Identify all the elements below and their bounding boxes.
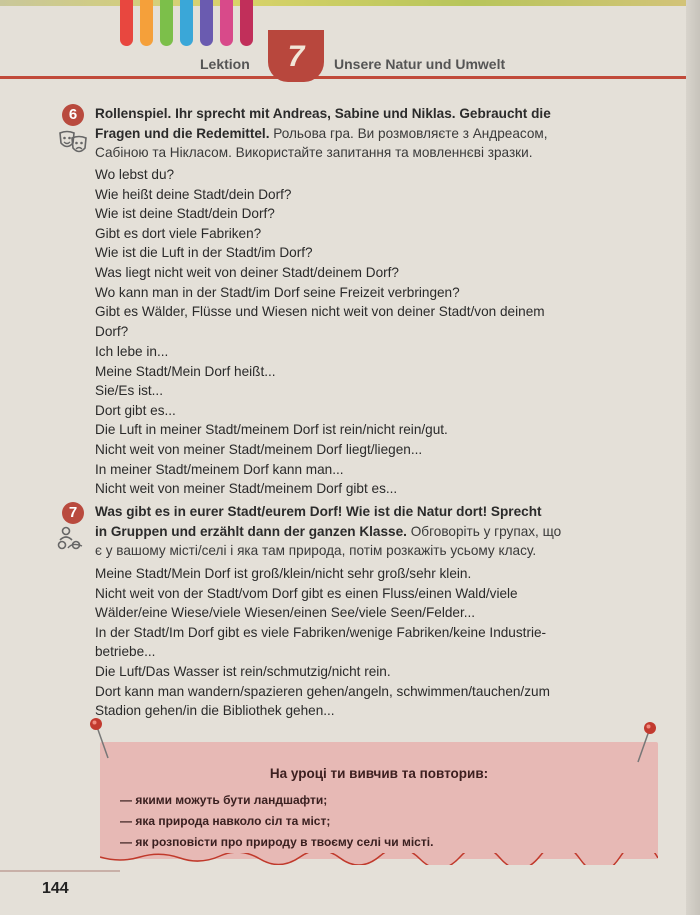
lesson-tab bbox=[268, 30, 324, 82]
lesson-number: 7 bbox=[287, 40, 305, 73]
exercise-6-instruction-ua: Рольова гра. Ви розмовляєте з Андреасом, bbox=[273, 125, 548, 141]
question-line: Gibt es Wälder, Flüsse und Wiesen nicht weit von deiner Stadt/von deinem bbox=[95, 304, 545, 320]
exercise-7-instruction-ua: Обговоріть у групах, що bbox=[410, 523, 562, 539]
question-line: Wie heißt deine Stadt/dein Dorf? bbox=[95, 186, 292, 202]
header-rule bbox=[0, 76, 686, 79]
pushpin-left-icon bbox=[88, 716, 114, 765]
exercise-6-answers bbox=[95, 342, 645, 499]
theater-masks-icon bbox=[58, 130, 88, 163]
exercise-7-lines bbox=[95, 564, 645, 721]
pushpin-right-icon bbox=[632, 720, 658, 769]
text-line: Nicht weit von der Stadt/vom Dorf gibt es einen Fluss/einen Wald/viele bbox=[95, 585, 518, 601]
answer-line: Nicht weit von meiner Stadt/meinem Dorf gibt es... bbox=[95, 481, 398, 497]
answer-line: Ich lebe in... bbox=[95, 344, 169, 359]
exercise-7-instruction-ua: є у вашому місті/селі і яка там природа, потім розкажіть усьому класу. bbox=[95, 543, 537, 559]
question-line: Dorf? bbox=[95, 323, 129, 339]
summary-box bbox=[100, 742, 658, 859]
group-people-icon bbox=[56, 526, 88, 559]
torn-edge bbox=[100, 853, 658, 865]
color-bar bbox=[120, 0, 133, 46]
footer-rule bbox=[0, 870, 120, 872]
answer-line: Dort gibt es... bbox=[95, 402, 176, 418]
exercise-6-questions bbox=[95, 165, 645, 341]
answer-line: Die Luft in meiner Stadt/meinem Dorf ist rein/nicht rein/gut. bbox=[95, 422, 448, 438]
text-line: Meine Stadt/Mein Dorf ist groß/klein/nicht sehr groß/sehr klein. bbox=[95, 566, 472, 581]
summary-item: — як розповісти про природу в твоєму селі чи місті. bbox=[120, 835, 434, 849]
page-number: 144 bbox=[42, 880, 69, 897]
answer-line: Meine Stadt/Mein Dorf heißt... bbox=[95, 363, 276, 379]
color-bar bbox=[160, 0, 173, 46]
summary-item: — яка природа навколо сіл та міст; bbox=[120, 814, 331, 828]
question-line: Was liegt nicht weit von deiner Stadt/deinem Dorf? bbox=[95, 264, 399, 280]
page-edge bbox=[686, 0, 700, 915]
text-line: Die Luft/Das Wasser ist rein/schmutzig/nicht rein. bbox=[95, 663, 391, 679]
top-strip bbox=[0, 0, 700, 6]
question-line: Wie ist die Luft in der Stadt/im Dorf? bbox=[95, 245, 313, 261]
exercise-6-instruction bbox=[95, 104, 645, 163]
text-line: Wälder/eine Wiese/viele Wiesen/einen See/viele Seen/Felder... bbox=[95, 605, 476, 621]
question-line: Wie ist deine Stadt/dein Dorf? bbox=[95, 206, 275, 222]
exercise-6-instruction-de: Fragen und die Redemittel. bbox=[95, 125, 270, 141]
exercise-6-number: 6 bbox=[62, 104, 84, 126]
exercise-7-instruction bbox=[95, 502, 645, 561]
answer-line: In meiner Stadt/meinem Dorf kann man... bbox=[95, 461, 344, 477]
text-line: betriebe... bbox=[95, 644, 156, 660]
answer-line: Sie/Es ist... bbox=[95, 383, 163, 399]
unit-title: Unsere Natur und Umwelt bbox=[334, 56, 506, 72]
exercise-7-instruction-de: in Gruppen und erzählt dann der ganzen Klasse. bbox=[95, 523, 407, 539]
question-line: Wo lebst du? bbox=[95, 167, 175, 182]
summary-item: — якими можуть бути ландшафти; bbox=[120, 793, 328, 807]
text-line: In der Stadt/Im Dorf gibt es viele Fabriken/wenige Fabriken/keine Industrie- bbox=[95, 624, 547, 640]
color-bar bbox=[240, 0, 253, 46]
exercise-6-instruction-ua: Сабіною та Нікласом. Використайте запитання та мовленнєві зразки. bbox=[95, 145, 533, 161]
text-line: Stadion gehen/in die Bibliothek gehen... bbox=[95, 703, 335, 719]
lektion-label: Lektion bbox=[200, 56, 250, 72]
color-bar bbox=[220, 0, 233, 46]
text-line: Dort kann man wandern/spazieren gehen/angeln, schwimmen/tauchen/zum bbox=[95, 683, 550, 699]
question-line: Gibt es dort viele Fabriken? bbox=[95, 225, 262, 241]
answer-line: Nicht weit von meiner Stadt/meinem Dorf liegt/liegen... bbox=[95, 441, 423, 457]
exercise-7-instruction-de: Was gibt es in eurer Stadt/eurem Dorf! Wie ist die Natur dort! Sprecht bbox=[95, 504, 542, 519]
exercise-7-number: 7 bbox=[62, 502, 84, 524]
color-bar bbox=[200, 0, 213, 46]
summary-title: На уроці ти вивчив та повторив: bbox=[269, 766, 489, 781]
summary-list bbox=[120, 790, 433, 853]
color-bar bbox=[140, 0, 153, 46]
color-bar bbox=[180, 0, 193, 46]
exercise-6-instruction-de: Rollenspiel. Ihr sprecht mit Andreas, Sabine und Niklas. Gebraucht die bbox=[95, 106, 551, 121]
question-line: Wo kann man in der Stadt/im Dorf seine Freizeit verbringen? bbox=[95, 284, 460, 300]
